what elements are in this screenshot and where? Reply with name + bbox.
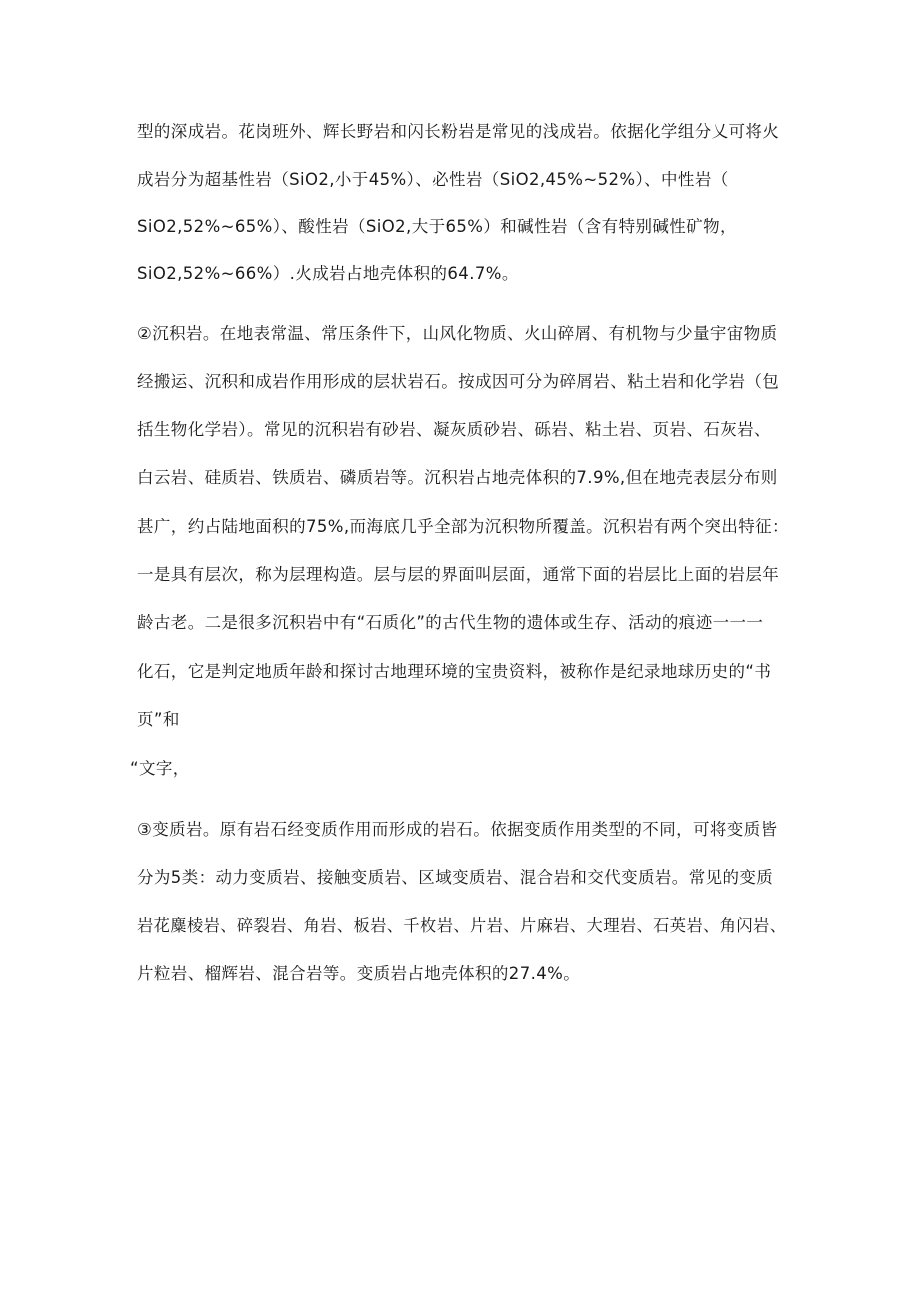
text-line: 经搬运、沉积和成岩作用形成的层状岩石。按成因可分为碎屑岩、粘土岩和化学岩（包 xyxy=(137,372,780,391)
text-line: 岩花麋棱岩、碎裂岩、角岩、板岩、千枚岩、片岩、片麻岩、大理岩、石英岩、角闪岩、 xyxy=(137,916,787,935)
text-line: 分为5类：动力变质岩、接触变质岩、区域变质岩、混合岩和交代变质岩。常见的变质 xyxy=(137,868,774,887)
text-line: 龄古老。二是很多沉积岩中有“石质化”的古代生物的遗体或生存、活动的痕迹一一一 xyxy=(137,613,764,632)
text-line: 括生物化学岩）。常见的沉积岩有砂岩、凝灰质砂岩、砾岩、粘土岩、页岩、石灰岩、 xyxy=(137,420,771,439)
text-line: 化石，它是判定地质年龄和探讨古地理环境的宝贵资料，被称作是纪录地球历史的“书 xyxy=(137,662,772,681)
text-line: 页”和 xyxy=(137,710,180,729)
text-line: SiO2,52%~65%）、酸性岩（SiO2,大于65%）和碱性岩（含有特别碱性矿物， xyxy=(137,217,737,236)
text-line: ③变质岩。原有岩石经变质作用而形成的岩石。依据变质作用类型的不同，可将变质皆 xyxy=(137,820,778,839)
text-line: 成岩分为超基性岩（SiO2,小于45%）、必性岩（SiO2,45%~52%）、中性岩（ xyxy=(137,170,729,189)
text-line: 白云岩、硅质岩、铁质岩、磷质岩等。沉积岩占地壳体积的7.9%,但在地壳表层分布则 xyxy=(137,468,778,487)
text-line: 一是具有层次，称为层理构造。层与层的界面叫层面，通常下面的岩层比上面的岩层年 xyxy=(137,565,780,584)
text-line: “文字， xyxy=(130,759,190,778)
text-line: 型的深成岩。花岗班外、辉长野岩和闪长粉岩是常见的浅成岩。依据化学组分乂可将火 xyxy=(137,122,780,141)
text-line: 甚广，约占陆地面积的75%,而海底几乎全部为沉积物所覆盖。沉积岩有两个突出特征： xyxy=(137,517,789,536)
text-line: SiO2,52%~66%）.火成岩占地壳体积的64.7%。 xyxy=(137,264,519,283)
text-line: ②沉积岩。在地表常温、常压条件下，山风化物质、火山碎屑、有机物与少量宇宙物质 xyxy=(137,324,778,343)
text-line: 片粒岩、榴辉岩、混合岩等。变质岩占地壳体积的27.4%。 xyxy=(137,964,581,983)
